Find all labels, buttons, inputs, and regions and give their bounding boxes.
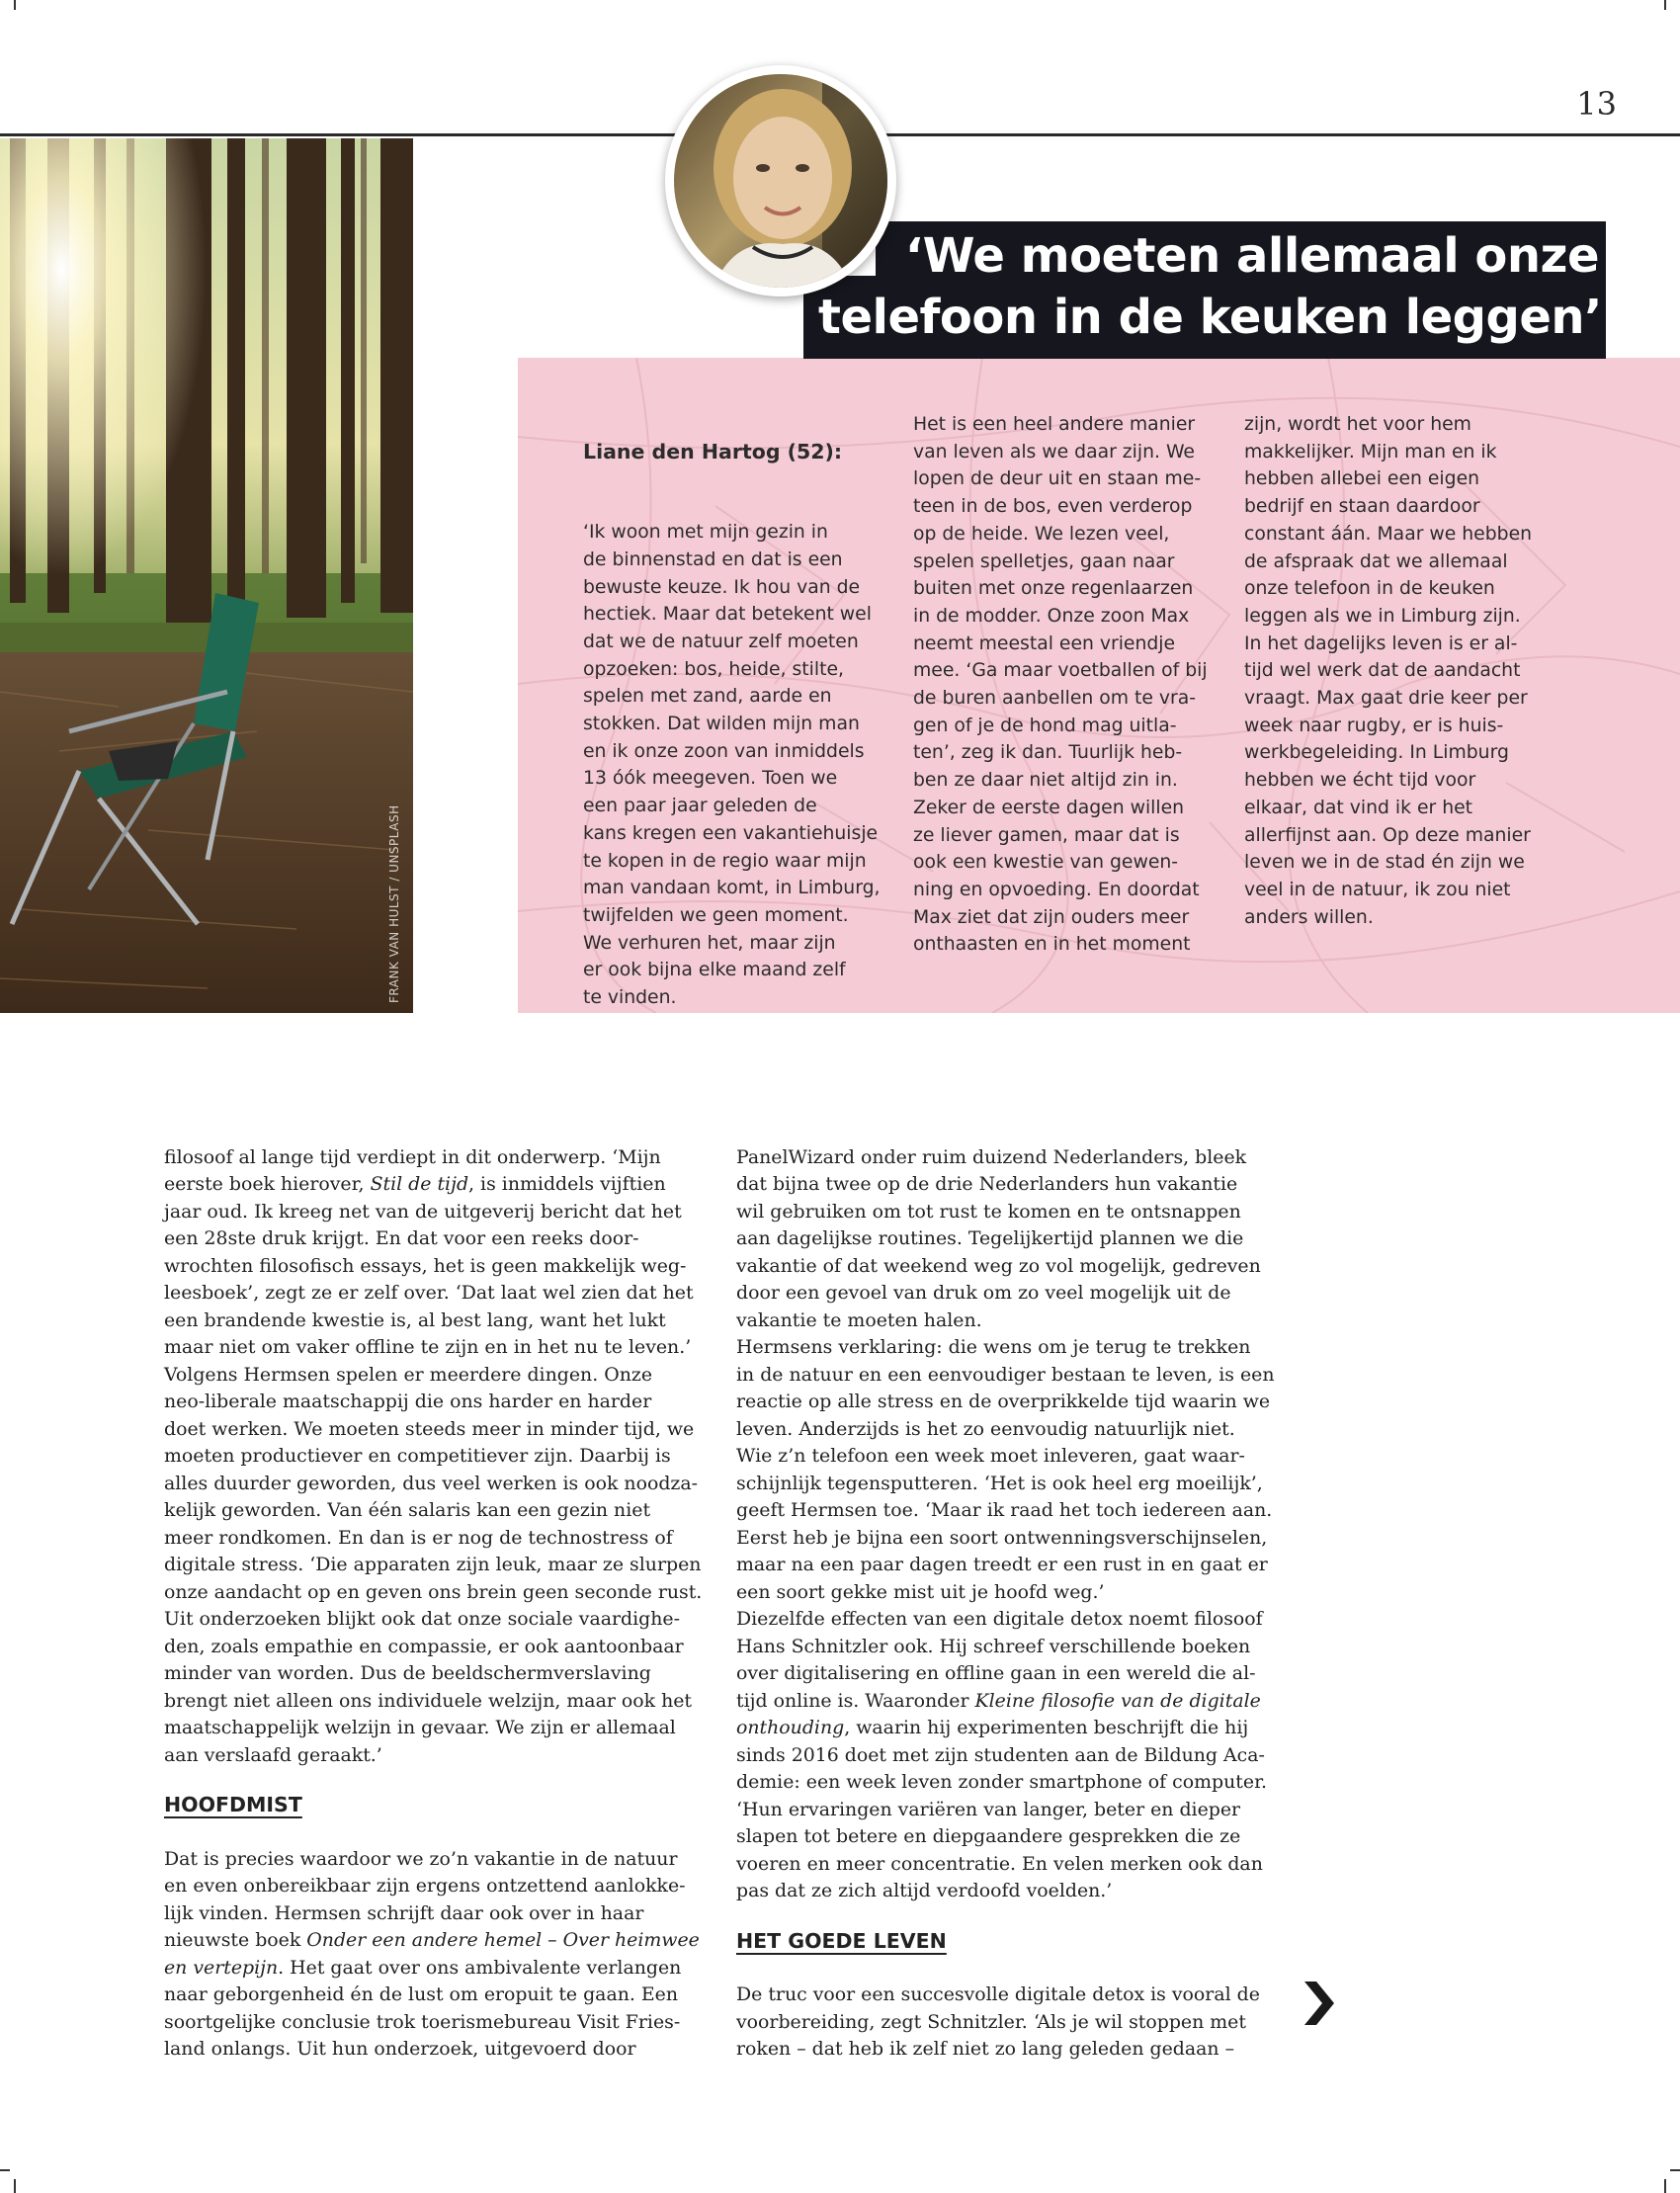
article-col1-text: filosoof al lange tijd verdiept in dit onderwerp. ‘Mijn eerste boek hierover, — [164, 1145, 661, 1195]
headline-line-1: ‘We moeten allemaal onze — [904, 228, 1599, 284]
chevron-right-icon — [1301, 1982, 1334, 2025]
article-col2-text: De truc voor een succesvolle digitale detox is vooral de voorbereiding, zegt Schnitzler. ‘Als je wil stoppen met roken – dat heb ik zelf niet zo lang geleden gedaan – — [736, 1983, 1260, 2060]
article-col1-text: Dat is precies waardoor we zo’n vakantie in de natuur en even onbereikbaar zijn ergens ontzettend aanlokke- lijk vinden. Hermsen schrijft daar ook over in haar nieuwste boek — [164, 1847, 686, 1951]
page-number: 13 — [1576, 85, 1617, 123]
book-title: Stil de tijd — [370, 1173, 469, 1195]
article-col1-text: , is inmiddels vijftien jaar oud. Ik kreeg net van de uitgeverij bericht dat het een 28ste druk krijgt. En dat voor een reeks door- wrochten filosofisch essays, het is geen makkelijk weg- leesboek’, zegt ze er zelf over. ‘Dat laat wel zien dat het een brandende kwestie is, al best lang, want het lukt maar niet om vaker offline te zijn en in het nu te leven.’ Volgens Hermsen spelen er meerdere dingen. Onze neo-liberale maatschappij die ons harder en harder doet werken. We moeten steeds meer in minder tijd, we moeten productiever en competitiever zijn. Daarbij is alles duurder geworden, dus veel werken is ook noodza- kelijk geworden. Van één salaris kan een gezin niet meer rondkomen. En dan is er nog de technostress of digitale stress. ‘Die apparaten zijn leuk, maar ze slurpen onze aandacht op en geven ons brein geen seconde rust. Uit onderzoeken blijkt ook dat onze sociale vaardighe- den, zoals empathie en compassie, er ook aantoonbaar minder van worden. Dus de beeldschermverslaving brengt niet alleen ons individuele welzijn, maar ook het maatschappelijk welzijn in gevaar. We zijn er allemaal aan verslaafd geraakt.’ — [164, 1173, 703, 1766]
photo-credit: FRANK VAN HULST / UNSPLASH — [387, 804, 401, 1003]
headline — [818, 225, 1602, 348]
sidebar-column-1 — [583, 411, 899, 1012]
crop-mark — [1664, 2179, 1666, 2193]
sidebar-author-name: Liane den Hartog (52): — [583, 439, 843, 464]
article-col1-text: . Het gaat over ons ambivalente verlangen naar geborgenheid én de lust om eropuit te gaan. Een soortgelijke conclusie trok toerismebureau Visit Fries- land onlangs. Uit hun onderzoek, uitgevoerd door — [164, 1956, 682, 2060]
crop-mark — [1670, 2169, 1680, 2171]
article-column-1 — [164, 1117, 727, 2064]
article-column-2 — [736, 1117, 1300, 2064]
forest-photo — [0, 138, 413, 1013]
book-title: Kleine filosofie van de digitale onthouding — [736, 1689, 1261, 1738]
book-title: Onder een andere hemel – Over heimwee en vertepijn — [164, 1929, 700, 1979]
sidebar-column-2: Het is een heel andere manier van leven als we daar zijn. We lopen de deur uit en staan me- teen in de bos, even verderop op de heide. We lezen veel, spelen spelletjes, gaan naar buiten met onze regenlaarzen in de modder. Onze zoon Max neemt meestal een vriendje mee. ‘Ga maar voetballen of bij de buren aanbellen om te vra- gen of je de hond mag uitla- ten’, zeg ik dan. Tuurlijk heb- ben ze daar niet altijd zin in. Zeker de eerste dagen willen ze liever gamen, maar dat is ook een kwestie van gewen- ning en opvoeding. En doordat Max ziet dat zijn ouders meer onthaasten en in het moment — [913, 414, 1208, 956]
sidebar-column-3: zijn, wordt het voor hem makkelijker. Mijn man en ik hebben allebei een eigen bedrijf en staan daardoor constant áán. Maar we hebben de afspraak dat we allemaal onze telefoon in de keuken leggen als we in Limburg zijn. In het dagelijks leven is er al- tijd wel werk dat de aandacht vraagt. Max gaat drie keer per week naar rugby, er is huis- werkbegeleiding. In Limburg hebben we écht tijd voor elkaar, dat vind ik er het allerfijnst aan. Op deze manier leven we in de stad én zijn we veel in de natuur, ik zou niet anders willen. — [1244, 414, 1533, 928]
headline-line-2: telefoon in de keuken leggen’ — [818, 290, 1602, 345]
crop-mark — [1664, 0, 1666, 10]
subheading-het-goede-leven: HET GOEDE LEVEN — [736, 1928, 947, 1953]
crop-mark — [14, 2179, 16, 2193]
crop-mark — [14, 0, 16, 10]
article-col2-text: PanelWizard onder ruim duizend Nederlanders, bleek dat bijna twee op de drie Nederlanders hun vakantie wil gebruiken om tot rust te komen en te ontsnappen aan dagelijkse routines. Tegelijkertijd plannen we die vakantie of dat weekend weg zo vol mogelijk, gedreven door een gevoel van druk om zo veel mogelijk uit de vakantie te moeten halen. Hermsens verklaring: die wens om je terug te trekken in de natuur en een eenvoudiger bestaan te leven, is een reactie op alle stress en de overprikkelde tijd waarin we leven. Anderzijds is het zo eenvoudig natuurlijk niet. Wie z’n telefoon een week moet inleveren, gaat waar- schijnlijk tegensputteren. ‘Het is ook heel erg moeilijk’, geeft Hermsen toe. ‘Maar ik raad het toch iedereen aan. Eerst heb je bijna een soort ontwenningsverschijnselen, maar na een paar dagen treedt er een rust in en gaat er een soort gekke mist uit je hoofd weg.’ Diezelfde effecten van een digitale detox noemt filosoof Hans Schnitzler ook. Hij schreef verschillende boeken over digitalisering en offline gaan in een wereld die al- tijd online is. Waaronder — [736, 1145, 1275, 1712]
article-col2-text: , waarin hij experimenten beschrijft die hij sinds 2016 doet met zijn studenten aan de Bildung Aca- demie: een week leven zonder smartphone of computer. ‘Hun ervaringen variëren van langer, beter en dieper slapen tot betere en diepgaandere gesprekken die ze voeren en meer concentratie. En velen merken ook dan pas dat ze zich altijd verdoofd voelden.’ — [736, 1717, 1268, 1901]
crop-mark — [0, 2169, 10, 2171]
subheading-hoofdmist: HOOFDMIST — [164, 1793, 302, 1816]
sidebar-text-col1: ‘Ik woon met mijn gezin in de binnenstad en dat is een bewuste keuze. Ik hou van de hectiek. Maar dat betekent wel dat we de natuur zelf moeten opzoeken: bos, heide, stilte, spelen met zand, aarde en stokken. Dat wilden mijn man en ik onze zoon van inmiddels 13 óók meegeven. Toen we een paar jaar geleden de kans kregen een vakantiehuisje te kopen in de regio waar mijn man vandaan komt, in Limburg, twijfelden we geen moment. We verhuren het, maar zijn er ook bijna elke maand zelf te vinden. — [583, 522, 881, 1009]
